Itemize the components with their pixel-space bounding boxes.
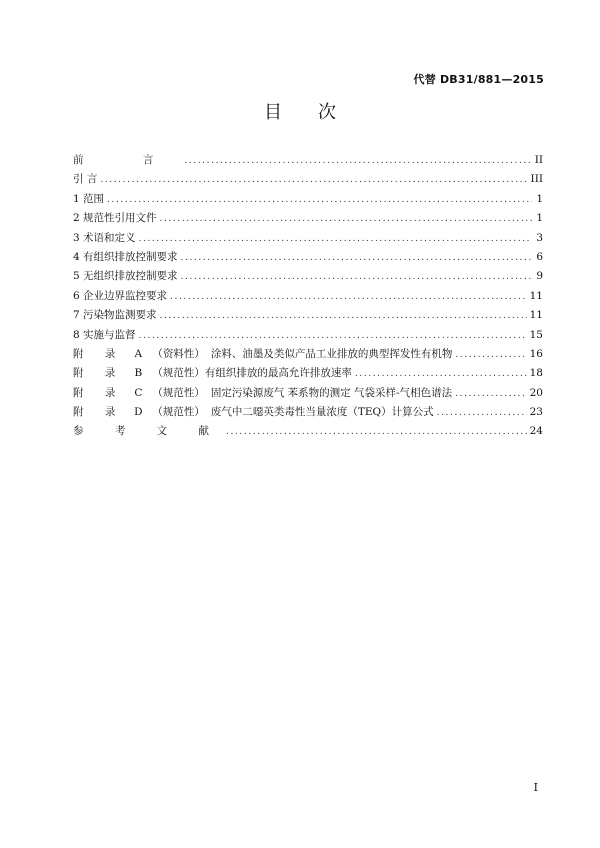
appendix-prefix: 附 录 bbox=[73, 406, 125, 419]
toc-entry-page: 11 bbox=[529, 289, 543, 302]
toc-entry-page: II bbox=[534, 154, 543, 166]
toc-entry-label: 8 实施与监督 bbox=[73, 328, 136, 341]
leader-dots bbox=[170, 288, 527, 307]
toc-entry-label: 5 无组织排放控制要求 bbox=[73, 270, 178, 283]
toc-entry-page: 9 bbox=[536, 270, 543, 283]
appendix-letter: D bbox=[134, 406, 143, 419]
appendix-type: （规范性） bbox=[152, 386, 205, 399]
toc-entry-page: 1 bbox=[536, 212, 543, 225]
leader-dots bbox=[139, 230, 532, 249]
toc-entry-pollutant-monitoring[interactable] bbox=[73, 306, 543, 325]
leader-dots bbox=[139, 327, 527, 346]
toc-entry-label: 前 言 bbox=[73, 154, 182, 166]
toc-entry-label bbox=[73, 403, 434, 422]
appendix-type: （规范性） bbox=[152, 367, 205, 380]
toc-entry-introduction[interactable] bbox=[73, 170, 543, 189]
leader-dots bbox=[184, 152, 531, 171]
toc-entry-page: 16 bbox=[529, 347, 543, 360]
leader-dots bbox=[455, 385, 527, 404]
toc-entry-foreword[interactable] bbox=[73, 151, 543, 170]
leader-dots bbox=[226, 423, 527, 442]
appendix-prefix: 附 录 bbox=[73, 347, 125, 360]
leader-dots bbox=[437, 404, 527, 423]
leader-dots bbox=[455, 346, 526, 365]
toc-entry-page: 20 bbox=[529, 386, 543, 399]
appendix-type: （资料性） bbox=[152, 347, 205, 360]
toc-entry-label: 7 污染物监测要求 bbox=[73, 309, 157, 322]
toc-entry-page: 1 bbox=[536, 192, 543, 205]
leader-dots bbox=[181, 249, 532, 268]
title-char-1: 目 bbox=[264, 102, 282, 123]
toc-entry-scope[interactable] bbox=[73, 190, 543, 209]
toc-entry-boundary-monitoring[interactable] bbox=[73, 287, 543, 306]
appendix-title: 废气中二噁英类毒性当量浓度（TEQ）计算公式 bbox=[210, 406, 434, 419]
appendix-title: 有组织排放的最高允许排放速率 bbox=[204, 367, 352, 380]
toc-entry-label: 3 术语和定义 bbox=[73, 231, 136, 244]
appendix-letter: B bbox=[134, 367, 143, 380]
title-char-2: 次 bbox=[318, 102, 336, 123]
replaces-standard-note: 代替 DB31/881—2015 bbox=[413, 73, 544, 86]
toc-entry-page: 15 bbox=[529, 328, 543, 341]
toc-entry-label bbox=[73, 364, 352, 383]
toc-entry-label bbox=[73, 345, 452, 364]
appendix-title: 固定污染源废气 苯系物的测定 气袋采样-气相色谱法 bbox=[210, 386, 453, 399]
toc-entry-label: 4 有组织排放控制要求 bbox=[73, 250, 178, 263]
toc-entry-appendix-c[interactable] bbox=[73, 384, 543, 403]
appendix-prefix: 附 录 bbox=[73, 386, 125, 399]
page-title bbox=[0, 98, 600, 124]
toc-entry-label: 参 考 文 献 bbox=[73, 425, 224, 438]
toc-entry-page: 6 bbox=[536, 250, 543, 263]
toc-entry-page: 23 bbox=[529, 406, 543, 419]
toc-entry-appendix-d[interactable] bbox=[73, 403, 543, 422]
toc-entry-label bbox=[73, 384, 452, 403]
leader-dots bbox=[181, 268, 532, 287]
toc-entry-page: 18 bbox=[529, 367, 543, 380]
appendix-letter: A bbox=[134, 347, 143, 360]
toc-entry-implementation[interactable] bbox=[73, 326, 543, 345]
table-of-contents bbox=[73, 151, 543, 442]
toc-entry-page: 11 bbox=[529, 309, 543, 322]
toc-entry-normative-references[interactable] bbox=[73, 209, 543, 228]
page-number: I bbox=[533, 781, 538, 794]
toc-entry-label: 2 规范性引用文件 bbox=[73, 212, 157, 225]
toc-entry-page: III bbox=[530, 173, 543, 186]
toc-entry-fugitive-emission[interactable] bbox=[73, 267, 543, 286]
appendix-prefix: 附 录 bbox=[73, 367, 125, 380]
toc-entry-page: 24 bbox=[529, 425, 543, 438]
appendix-type: （规范性） bbox=[152, 406, 205, 419]
leader-dots bbox=[100, 171, 527, 190]
toc-entry-label: 引 言 bbox=[73, 173, 98, 186]
toc-entry-page: 3 bbox=[536, 231, 543, 244]
toc-entry-appendix-a[interactable] bbox=[73, 345, 543, 364]
appendix-letter: C bbox=[134, 386, 143, 399]
toc-entry-organized-emission[interactable] bbox=[73, 248, 543, 267]
appendix-title: 涂料、油墨及类似产品工业排放的典型挥发性有机物 bbox=[210, 347, 453, 360]
leader-dots bbox=[107, 191, 532, 210]
toc-entry-label: 1 范围 bbox=[73, 192, 105, 205]
toc-entry-appendix-b[interactable] bbox=[73, 364, 543, 383]
toc-entry-bibliography[interactable] bbox=[73, 422, 543, 441]
leader-dots bbox=[355, 365, 527, 384]
leader-dots bbox=[160, 307, 527, 326]
toc-entry-terms-definitions[interactable] bbox=[73, 229, 543, 248]
toc-entry-label: 6 企业边界监控要求 bbox=[73, 289, 168, 302]
leader-dots bbox=[160, 210, 532, 229]
